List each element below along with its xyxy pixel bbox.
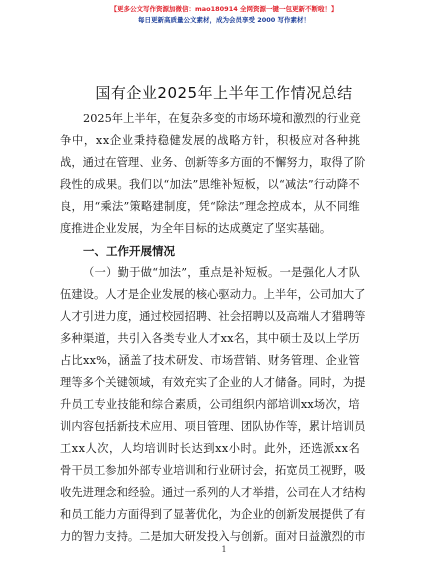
- body-line: 工 x x 人 次 ， 人 均 培 训 时 长 达 到 x x 小 时 。 此 外 ， 还 选 派 x x 名: [60, 442, 360, 455]
- promo-line-1: 【更多公文写作资源加微信：mao180914 全网资源一键一包更新不断啦！】: [110, 5, 338, 13]
- body-line: 战 ， 通 过 在 管 理 、 业 务 、 创 新 等 多 方 面 的 不 懈 努 力 ， 取 得 了 阶: [60, 156, 366, 169]
- page-number: 1: [221, 545, 227, 554]
- body-line: 骨 干 员 工 参 加 外 部 专 业 培 训 和 行 业 研 讨 会 ， 拓 宽 员 工 视 野 ， 吸: [60, 464, 366, 477]
- body-line: 争 中 ， x x 企 业 秉 持 稳 健 发 展 的 战 略 方 针 ， 积 极 应 对 各 种 挑: [60, 134, 360, 147]
- body-line: 良 ， 用 “ 乘 法 ” 策 略 建 制 度 ， 凭 “ 除 法 ” 理 念 控 成 本 ， 从 不 同 维: [60, 200, 360, 213]
- body-line: 占 比 x x % ， 涵 盖 了 技 术 研 发 、 市 场 营 销 、 财 务 管 理 、 企 业 管: [60, 354, 360, 367]
- document-title: 国有企业2025年上半年工作情况总结: [95, 84, 353, 102]
- body-line: 伍 建 设 。 人 才 是 企 业 发 展 的 核 心 驱 动 力 。 上 半 年 ， 公 司 加 大 了: [60, 288, 366, 301]
- body-line: 和 员 工 能 力 方 面 得 到 了 显 著 优 化 ， 为 企 业 的 创 新 发 展 提 供 了 有: [60, 508, 366, 521]
- body-line: 训 内 容 包 括 新 技 术 应 用 、 项 目 管 理 、 团 队 协 作 等 ， 累 计 培 训 员: [60, 420, 366, 433]
- promo-banner: [0, 4, 448, 26]
- body-line: 段 性 的 成 果 。 我 们 以 “ 加 法 ” 思 维 补 短 板 ， 以 “ 减 法 ” 行 动 降 不: [60, 178, 360, 191]
- promo-line-2: 每日更新高质量公文素材，成为会员享受 2000 写作素材！: [137, 16, 311, 24]
- body-line: 2 0 2 5 年 上 半 年 ， 在 复 杂 多 变 的 市 场 环 境 和 激 烈 的 行 业 竞: [83, 112, 361, 125]
- body-line: 多 种 渠 道 ， 共 引 入 各 类 专 业 人 才 x x 名 ， 其 中 硕 士 及 以 上 学 历: [60, 332, 360, 345]
- document-body: [60, 108, 366, 548]
- body-line: 度推进企业发展，为全年目标的达成奠定了坚实基础。: [60, 222, 332, 235]
- body-line: 理 等 多 个 关 键 领 域 ， 有 效 充 实 了 企 业 的 人 才 储 备 。 同 时 ， 为 提: [60, 376, 366, 389]
- body-line: 升 员 工 专 业 技 能 和 综 合 素 质 ， 公 司 组 织 内 部 培 训 x x 场 次 ， 培: [60, 398, 360, 411]
- section-heading: 一、工作开展情况: [83, 244, 175, 258]
- body-line: 收 先 进 理 念 和 经 验 。 通 过 一 系 列 的 人 才 举 措 ， 公 司 在 人 才 结 构: [60, 486, 366, 499]
- body-line: 力 的 智 力 支 持 。 二 是 加 大 研 发 投 入 与 创 新 。 面 对 日 益 激 烈 的 市: [60, 530, 366, 543]
- body-line: 人 才 引 进 力 度 ， 通 过 校 园 招 聘 、 社 会 招 聘 以 及 高 端 人 才 猎 聘 等: [60, 310, 366, 323]
- body-line: （ 一 ） 勤 于 做 “ 加 法 ” ， 重 点 是 补 短 板 。 一 是 强 化 人 才 队: [83, 266, 360, 279]
